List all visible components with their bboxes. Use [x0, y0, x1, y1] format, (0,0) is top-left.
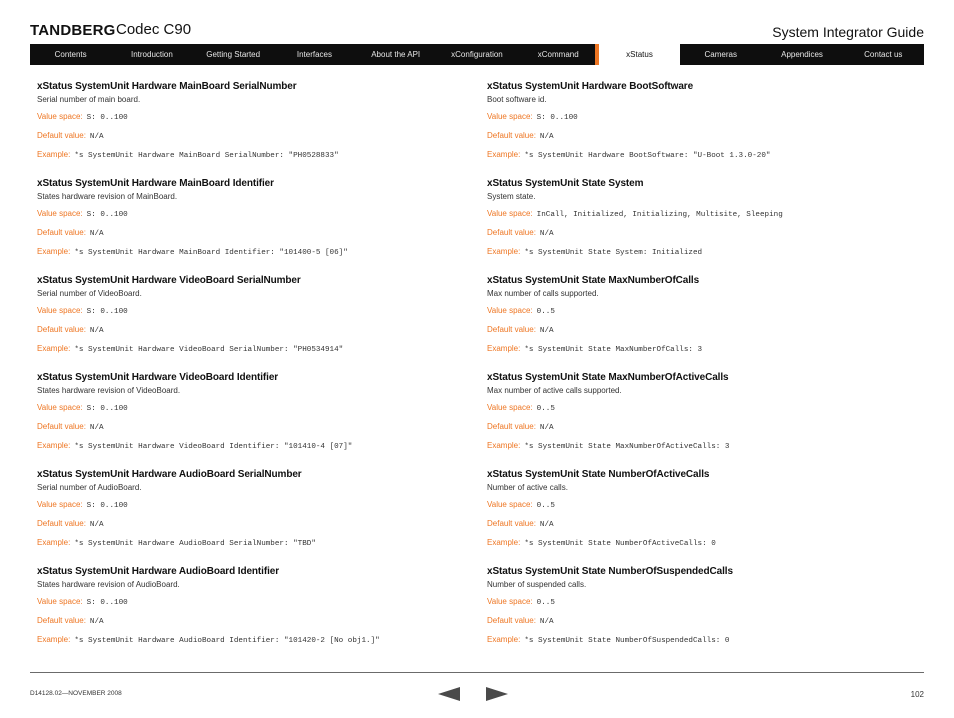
default-value-label: Default value:	[37, 131, 86, 140]
default-value-label: Default value:	[487, 131, 536, 140]
value-space-row	[37, 596, 467, 609]
example-row	[37, 440, 467, 453]
example-label: Example:	[487, 441, 521, 450]
footer-divider	[30, 672, 924, 673]
default-value-value: N/A	[539, 424, 554, 432]
entry-description: System state.	[487, 192, 536, 201]
entry-title: xStatus SystemUnit Hardware AudioBoard SerialNumber	[37, 469, 302, 480]
example-value: *s SystemUnit Hardware AudioBoard SerialNumber: "TBD"	[74, 540, 316, 548]
entry-title: xStatus SystemUnit Hardware MainBoard SerialNumber	[37, 81, 297, 92]
value-space-label: Value space:	[487, 500, 533, 509]
status-entry	[487, 468, 917, 565]
example-row	[37, 537, 467, 550]
value-space-value: InCall, Initialized, Initializing, Multisite, Sleeping	[536, 211, 783, 219]
value-space-row	[37, 305, 467, 318]
value-space-label: Value space:	[487, 112, 533, 121]
value-space-value: S: 0..100	[86, 114, 128, 122]
example-row	[37, 246, 467, 259]
default-value-label: Default value:	[37, 616, 86, 625]
default-value-label: Default value:	[487, 325, 536, 334]
status-entry	[37, 274, 467, 371]
default-value-value: N/A	[89, 230, 104, 238]
nav-tab-xconfiguration[interactable]: xConfiguration	[451, 50, 503, 59]
default-value-row	[487, 518, 917, 531]
page-number: 102	[910, 690, 924, 699]
default-value-row	[37, 227, 467, 240]
example-label: Example:	[37, 635, 71, 644]
example-value: *s SystemUnit Hardware MainBoard Identifier: "101400-5 [06]"	[74, 249, 348, 257]
guide-title: System Integrator Guide	[772, 24, 924, 40]
default-value-value: N/A	[89, 521, 104, 529]
default-value-label: Default value:	[487, 422, 536, 431]
example-row	[487, 246, 917, 259]
status-entry	[487, 177, 917, 274]
default-value-value: N/A	[539, 230, 554, 238]
entry-title: xStatus SystemUnit Hardware BootSoftware	[487, 81, 694, 92]
example-value: *s SystemUnit State System: Initialized	[524, 249, 703, 257]
nav-tab-introduction[interactable]: Introduction	[130, 50, 173, 59]
default-value-label: Default value:	[37, 519, 86, 528]
entry-title: xStatus SystemUnit State System	[487, 178, 644, 189]
entry-description: Serial number of VideoBoard.	[37, 289, 142, 298]
value-space-row	[37, 111, 467, 124]
default-value-value: N/A	[89, 133, 104, 141]
status-entry	[37, 80, 467, 177]
default-value-row	[37, 130, 467, 143]
default-value-row	[487, 421, 917, 434]
entry-description: Number of active calls.	[487, 483, 568, 492]
entry-title: xStatus SystemUnit Hardware VideoBoard Identifier	[37, 372, 279, 383]
value-space-label: Value space:	[37, 112, 83, 121]
default-value-value: N/A	[539, 618, 554, 626]
entry-title: xStatus SystemUnit Hardware MainBoard Identifier	[37, 178, 274, 189]
example-row	[487, 440, 917, 453]
value-space-label: Value space:	[487, 403, 533, 412]
value-space-row	[487, 499, 917, 512]
value-space-row	[487, 402, 917, 415]
nav-tab-cameras[interactable]: Cameras	[704, 50, 737, 59]
right-column	[487, 80, 917, 662]
value-space-row	[487, 596, 917, 609]
default-value-row	[37, 518, 467, 531]
example-label: Example:	[487, 247, 521, 256]
nav-tab-about-the-api[interactable]: About the API	[371, 50, 421, 59]
example-label: Example:	[37, 538, 71, 547]
left-column	[37, 80, 467, 662]
nav-tab-contents[interactable]: Contents	[54, 50, 87, 59]
value-space-row	[37, 402, 467, 415]
value-space-label: Value space:	[37, 597, 83, 606]
triangle-left-icon[interactable]	[438, 687, 460, 701]
status-entry	[487, 565, 917, 662]
entry-title: xStatus SystemUnit State MaxNumberOfCalls	[487, 275, 700, 286]
value-space-row	[487, 208, 917, 221]
default-value-value: N/A	[89, 327, 104, 335]
example-value: *s SystemUnit State MaxNumberOfCalls: 3	[524, 346, 703, 354]
example-row	[487, 634, 917, 647]
page-header	[30, 22, 924, 44]
value-space-value: S: 0..100	[86, 211, 128, 219]
example-row	[487, 149, 917, 162]
example-label: Example:	[487, 344, 521, 353]
nav-tab-getting-started[interactable]: Getting Started	[206, 50, 261, 59]
default-value-row	[487, 615, 917, 628]
default-value-row	[487, 130, 917, 143]
entry-title: xStatus SystemUnit Hardware AudioBoard Identifier	[37, 566, 279, 577]
entry-description: States hardware revision of MainBoard.	[37, 192, 178, 201]
entry-description: Max number of calls supported.	[487, 289, 599, 298]
value-space-label: Value space:	[487, 597, 533, 606]
default-value-value: N/A	[539, 327, 554, 335]
example-value: *s SystemUnit State NumberOfActiveCalls: 0	[524, 540, 716, 548]
nav-tab-interfaces[interactable]: Interfaces	[296, 50, 332, 59]
entry-description: Boot software id.	[487, 95, 547, 104]
entry-description: States hardware revision of AudioBoard.	[37, 580, 180, 589]
default-value-value: N/A	[89, 424, 104, 432]
nav-tab-xstatus[interactable]: xStatus	[599, 44, 680, 65]
default-value-label: Default value:	[37, 325, 86, 334]
value-space-label: Value space:	[37, 306, 83, 315]
value-space-label: Value space:	[37, 209, 83, 218]
value-space-row	[37, 208, 467, 221]
example-label: Example:	[37, 247, 71, 256]
value-space-row	[487, 111, 917, 124]
example-value: *s SystemUnit Hardware BootSoftware: "U-Boot 1.3.0-20"	[524, 152, 771, 160]
example-label: Example:	[37, 150, 71, 159]
entry-title: xStatus SystemUnit State NumberOfSuspendedCalls	[487, 566, 733, 577]
value-space-value: S: 0..100	[536, 114, 578, 122]
default-value-row	[487, 324, 917, 337]
default-value-value: N/A	[539, 521, 554, 529]
nav-tab-appendices[interactable]: Appendices	[781, 50, 823, 59]
example-row	[487, 343, 917, 356]
triangle-right-icon[interactable]	[486, 687, 508, 701]
nav-tab-xcommand[interactable]: xCommand	[537, 50, 579, 59]
entry-title: xStatus SystemUnit State MaxNumberOfActiveCalls	[487, 372, 729, 383]
entry-description: Serial number of AudioBoard.	[37, 483, 142, 492]
value-space-value: 0..5	[536, 599, 555, 607]
default-value-value: N/A	[539, 133, 554, 141]
default-value-label: Default value:	[37, 228, 86, 237]
default-value-label: Default value:	[487, 519, 536, 528]
entry-title: xStatus SystemUnit State NumberOfActiveCalls	[487, 469, 710, 480]
example-value: *s SystemUnit Hardware VideoBoard Identifier: "101410-4 [07]"	[74, 443, 353, 451]
value-space-row	[487, 305, 917, 318]
example-value: *s SystemUnit State NumberOfSuspendedCalls: 0	[524, 637, 730, 645]
value-space-value: S: 0..100	[86, 308, 128, 316]
value-space-value: S: 0..100	[86, 405, 128, 413]
example-label: Example:	[487, 635, 521, 644]
example-value: *s SystemUnit State MaxNumberOfActiveCalls: 3	[524, 443, 730, 451]
default-value-label: Default value:	[487, 616, 536, 625]
default-value-row	[487, 227, 917, 240]
example-label: Example:	[37, 441, 71, 450]
value-space-value: 0..5	[536, 308, 555, 316]
entry-title: xStatus SystemUnit Hardware VideoBoard SerialNumber	[37, 275, 301, 286]
value-space-label: Value space:	[37, 500, 83, 509]
example-row	[37, 634, 467, 647]
status-entry	[37, 565, 467, 662]
value-space-value: S: 0..100	[86, 502, 128, 510]
default-value-label: Default value:	[37, 422, 86, 431]
example-label: Example:	[37, 344, 71, 353]
status-entry	[37, 371, 467, 468]
value-space-label: Value space:	[487, 209, 533, 218]
value-space-row	[37, 499, 467, 512]
nav-tab-contact-us[interactable]: Contact us	[864, 50, 903, 59]
product-name: Codec C90	[116, 21, 192, 38]
entry-description: Serial number of main board.	[37, 95, 141, 104]
value-space-value: S: 0..100	[86, 599, 128, 607]
status-entry	[487, 371, 917, 468]
value-space-label: Value space:	[37, 403, 83, 412]
example-value: *s SystemUnit Hardware MainBoard SerialNumber: "PH0528833"	[74, 152, 339, 160]
brand-logo: TANDBERG	[30, 22, 116, 39]
example-row	[37, 149, 467, 162]
status-entry	[37, 177, 467, 274]
document-id: D14128.02—NOVEMBER 2008	[30, 690, 122, 697]
default-value-label: Default value:	[487, 228, 536, 237]
entry-description: States hardware revision of VideoBoard.	[37, 386, 181, 395]
value-space-value: 0..5	[536, 502, 555, 510]
value-space-label: Value space:	[487, 306, 533, 315]
example-row	[487, 537, 917, 550]
default-value-row	[37, 615, 467, 628]
example-label: Example:	[487, 150, 521, 159]
top-nav-bar	[30, 44, 924, 65]
entry-description: Max number of active calls supported.	[487, 386, 622, 395]
status-entry	[37, 468, 467, 565]
example-row	[37, 343, 467, 356]
value-space-value: 0..5	[536, 405, 555, 413]
entry-description: Number of suspended calls.	[487, 580, 587, 589]
example-value: *s SystemUnit Hardware AudioBoard Identifier: "101420-2 [No obj1.]"	[74, 637, 380, 645]
default-value-row	[37, 324, 467, 337]
default-value-value: N/A	[89, 618, 104, 626]
example-label: Example:	[487, 538, 521, 547]
status-entry	[487, 274, 917, 371]
status-entry	[487, 80, 917, 177]
default-value-row	[37, 421, 467, 434]
example-value: *s SystemUnit Hardware VideoBoard SerialNumber: "PH0534914"	[74, 346, 344, 354]
